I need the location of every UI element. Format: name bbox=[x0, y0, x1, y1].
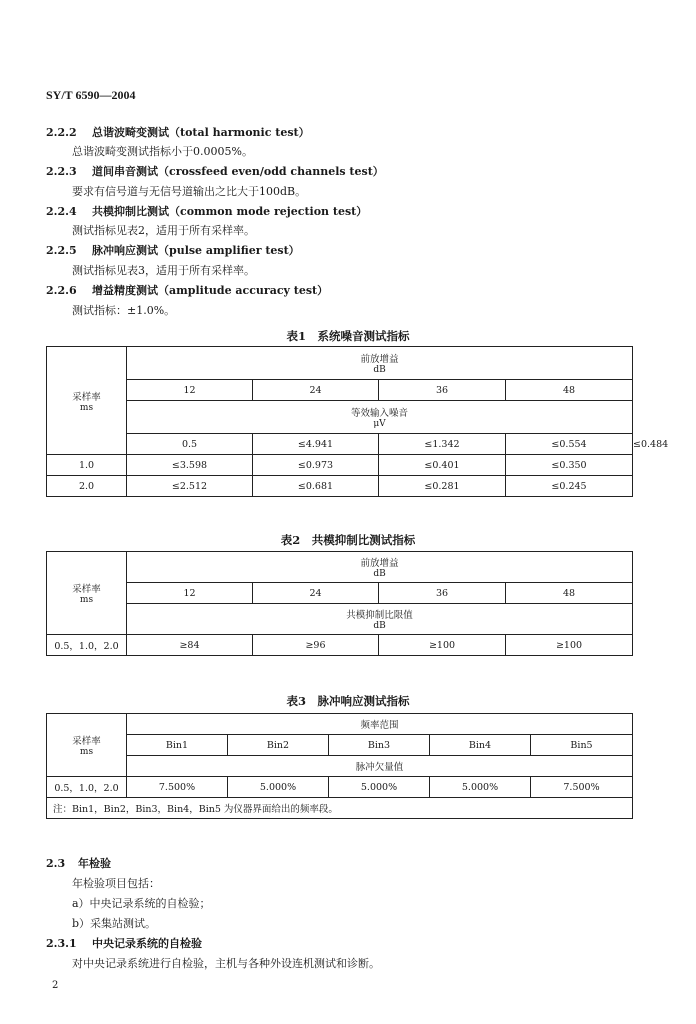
table-2-cell: ≥84 bbox=[127, 635, 253, 656]
value-header-unit: dB bbox=[373, 621, 386, 631]
clause-title: 总谐波畸变测试（total harmonic test） bbox=[92, 126, 310, 139]
table-row: 0.5 ≤4.941 ≤1.342 ≤0.554 ≤0.484 bbox=[47, 434, 633, 455]
clause-2-2-4-heading bbox=[46, 203, 367, 219]
clause-number: 2.3.1 bbox=[46, 937, 77, 950]
table-row bbox=[47, 635, 633, 656]
page-number: 2 bbox=[52, 980, 59, 991]
table-1-cell: ≤1.342 bbox=[379, 434, 506, 455]
clause-2-2-6-text: 测试指标：±1.0%。 bbox=[72, 304, 176, 317]
table-1-gain: 24 bbox=[253, 380, 379, 401]
clause-2-2-4-text: 测试指标见表2，适用于所有采样率。 bbox=[72, 224, 255, 237]
table-1 bbox=[46, 346, 669, 497]
clause-2-2-5-heading bbox=[46, 242, 300, 258]
row-header-label: 采样率 bbox=[72, 584, 101, 595]
table-2-group-header bbox=[127, 552, 633, 583]
value-header-unit: μV bbox=[373, 419, 386, 429]
clause-title: 道间串音测试（crossfeed even/odd channels test） bbox=[92, 165, 384, 178]
table-3-cell: 7.500% bbox=[127, 777, 228, 798]
table-3-cell: 7.500% bbox=[531, 777, 633, 798]
table-3-group-header: 频率范围 bbox=[127, 714, 633, 735]
clause-number: 2.2.5 bbox=[46, 244, 77, 257]
table-1-cell: ≤0.554 bbox=[506, 434, 633, 455]
row-header-label: 采样率 bbox=[72, 391, 101, 403]
table-1-gain: 48 bbox=[506, 380, 633, 401]
table-2-cell: ≥96 bbox=[253, 635, 379, 656]
table-3-bin: Bin3 bbox=[329, 735, 430, 756]
table-3-title: 表3 脉冲响应测试指标 bbox=[286, 694, 410, 708]
table-2-value-header bbox=[127, 604, 633, 635]
clause-2-3-1-heading bbox=[46, 935, 202, 951]
section-title: 年检验 bbox=[78, 857, 111, 870]
table-1-group-header bbox=[127, 347, 633, 380]
group-header-label: 前放增益 bbox=[360, 558, 399, 569]
value-header-label: 共模抑制比限值 bbox=[346, 610, 413, 621]
row-header-unit: ms bbox=[79, 747, 94, 757]
table-1-row-header bbox=[47, 347, 127, 455]
clause-title: 中央记录系统的自检验 bbox=[92, 937, 202, 950]
table-1-cell: ≤4.941 bbox=[253, 434, 379, 455]
table-3-value-header: 脉冲欠量值 bbox=[127, 756, 633, 777]
table-2-gain: 48 bbox=[506, 583, 633, 604]
list-item: a）中央记录系统的自检验； bbox=[72, 897, 211, 910]
clause-2-2-3-heading bbox=[46, 163, 384, 179]
table-3-note: 注：Bin1，Bin2，Bin3，Bin4，Bin5 为仪器界面给出的频率段。 bbox=[47, 798, 633, 819]
table-3 bbox=[46, 713, 633, 819]
row-header-unit: ms bbox=[79, 595, 94, 605]
list-item: b）采集站测试。 bbox=[72, 917, 157, 930]
clause-2-2-2-heading bbox=[46, 124, 310, 140]
table-1-title: 表1 系统噪音测试指标 bbox=[286, 329, 410, 343]
table-2-cell: ≥100 bbox=[379, 635, 506, 656]
table-1-rate: 0.5 bbox=[127, 434, 253, 455]
table-1-cell: ≤0.350 bbox=[506, 455, 633, 476]
table-1-cell: ≤2.512 bbox=[127, 476, 253, 497]
table-3-bin: Bin5 bbox=[531, 735, 633, 756]
section-number: 2.3 bbox=[46, 857, 66, 870]
table-3-cell: 5.000% bbox=[329, 777, 430, 798]
clause-number: 2.2.4 bbox=[46, 205, 77, 218]
table-2-gain: 24 bbox=[253, 583, 379, 604]
table-row bbox=[47, 777, 633, 798]
section-2-3-intro: 年检验项目包括： bbox=[72, 877, 160, 890]
row-header-unit: ms bbox=[79, 402, 94, 413]
table-3-bin: Bin1 bbox=[127, 735, 228, 756]
clause-number: 2.2.6 bbox=[46, 284, 77, 297]
clause-title: 脉冲响应测试（pulse amplifier test） bbox=[92, 244, 300, 257]
table-2-title: 表2 共模抑制比测试指标 bbox=[280, 533, 416, 547]
table-3-cell: 5.000% bbox=[228, 777, 329, 798]
clause-number: 2.2.3 bbox=[46, 165, 77, 178]
standard-code: SY/T 6590—2004 bbox=[46, 88, 136, 102]
table-3-row-header bbox=[47, 714, 127, 777]
table-2-gain: 36 bbox=[379, 583, 506, 604]
table-1-cell: ≤0.681 bbox=[253, 476, 379, 497]
table-1-gain: 36 bbox=[379, 380, 506, 401]
table-1-cell: ≤0.401 bbox=[379, 455, 506, 476]
table-row bbox=[47, 455, 633, 476]
section-2-3-heading bbox=[46, 855, 111, 871]
table-2-rate: 0.5，1.0，2.0 bbox=[47, 635, 127, 656]
value-header-label: 等效输入噪音 bbox=[351, 408, 409, 419]
table-2 bbox=[46, 551, 633, 656]
table-1-gain: 12 bbox=[127, 380, 253, 401]
table-1-cell: ≤0.973 bbox=[253, 455, 379, 476]
table-3-bin: Bin4 bbox=[430, 735, 531, 756]
clause-title: 增益精度测试（amplitude accuracy test） bbox=[92, 284, 329, 297]
table-3-rate: 0.5，1.0，2.0 bbox=[47, 777, 127, 798]
row-header-label: 采样率 bbox=[72, 736, 101, 747]
table-1-rate: 2.0 bbox=[47, 476, 127, 497]
table-1-cell: ≤0.281 bbox=[379, 476, 506, 497]
table-3-bin: Bin2 bbox=[228, 735, 329, 756]
table-1-rate: 1.0 bbox=[47, 455, 127, 476]
table-3-cell: 5.000% bbox=[430, 777, 531, 798]
clause-title: 共模抑制比测试（common mode rejection test） bbox=[92, 205, 368, 218]
group-header-unit: dB bbox=[373, 365, 386, 375]
clause-2-2-3-text: 要求有信号道与无信号道输出之比大于100dB。 bbox=[72, 185, 307, 198]
group-header-unit: dB bbox=[373, 569, 386, 579]
clause-2-2-2-text: 总谐波畸变测试指标小于0.0005%。 bbox=[72, 145, 253, 158]
table-2-cell: ≥100 bbox=[506, 635, 633, 656]
group-header-label: 前放增益 bbox=[360, 354, 399, 365]
table-1-cell: ≤3.598 bbox=[127, 455, 253, 476]
table-2-row-header bbox=[47, 552, 127, 635]
table-row bbox=[47, 476, 633, 497]
clause-2-2-5-text: 测试指标见表3，适用于所有采样率。 bbox=[72, 264, 255, 277]
clause-2-2-6-heading bbox=[46, 282, 328, 298]
table-2-gain: 12 bbox=[127, 583, 253, 604]
clause-number: 2.2.2 bbox=[46, 126, 77, 139]
table-1-cell: ≤0.245 bbox=[506, 476, 633, 497]
table-1-value-header bbox=[127, 401, 633, 434]
clause-2-3-1-text: 对中央记录系统进行自检验，主机与各种外设连机测试和诊断。 bbox=[72, 957, 380, 970]
